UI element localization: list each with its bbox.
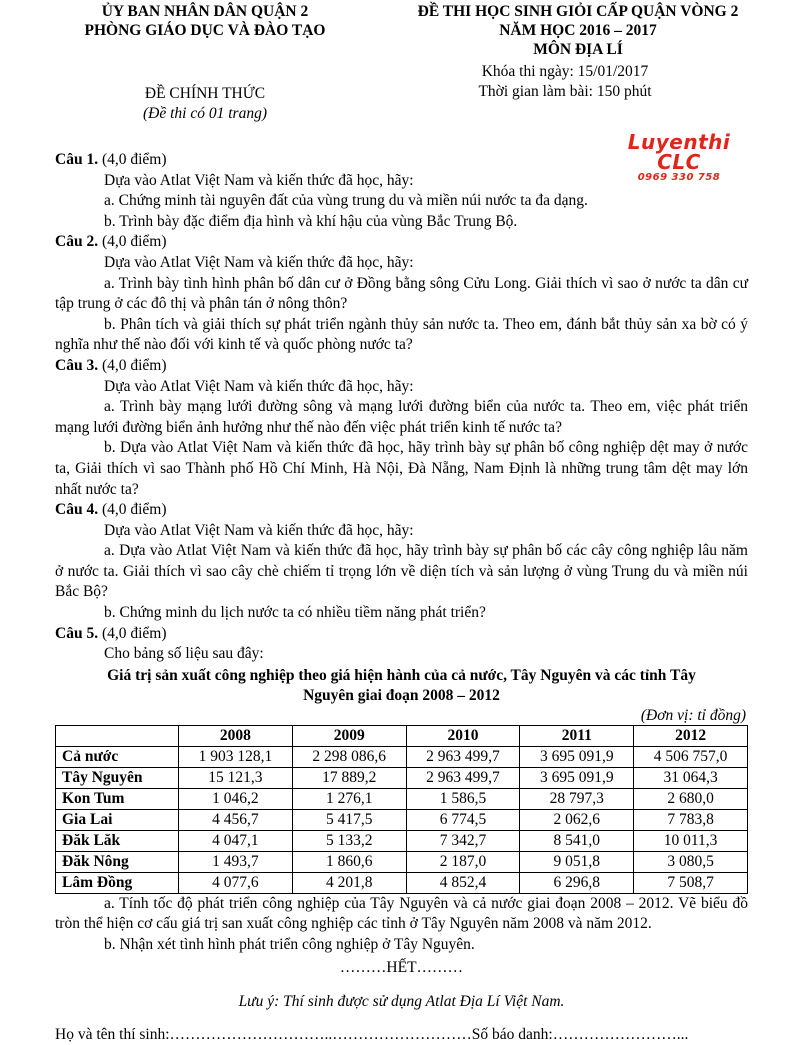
table-cell: 4 047,1 xyxy=(179,830,293,851)
row-label: Đăk Nông xyxy=(56,851,179,872)
table-cell: 2 187,0 xyxy=(406,851,520,872)
header-left xyxy=(40,2,370,40)
end-mark: ………HẾT……… xyxy=(339,958,464,976)
table-cell: 17 889,2 xyxy=(292,767,406,788)
question-line: a. Dựa vào Atlat Việt Nam và kiến thức đã học, hãy trình bày sự phân bố các cây công nghiệp lâu năm ở nước ta. Giải thích vì sao cây chè chiếm tỉ trọng lớn về diện tích và sản lượng ở vùng Trung du và miền núi Bắc Bộ? xyxy=(55,542,748,601)
question-line: Dựa vào Atlat Việt Nam và kiến thức đã học, hãy: xyxy=(104,253,414,271)
question-points: (4,0 điểm) xyxy=(98,356,167,374)
table-cell: 6 774,5 xyxy=(406,809,520,830)
question-2 xyxy=(55,232,748,356)
table-row xyxy=(56,830,748,851)
question-line: b. Chứng minh du lịch nước ta có nhiều tiềm năng phát triển? xyxy=(104,604,486,622)
task-a: a. Tính tốc độ phát triển công nghiệp của Tây Nguyên và cả nước giai đoạn 2008 – 2012. Vẽ biểu đồ tròn thể hiện cơ cấu giá trị san xuất công nghiệp các tỉnh ở Tây Nguyên năm 2008 và năm 2012. xyxy=(55,894,748,933)
table-cell: 15 121,3 xyxy=(179,767,293,788)
exam-info xyxy=(440,62,690,102)
question-label: Câu 2. xyxy=(55,233,99,251)
watermark-phone: 0969 330 758 xyxy=(637,172,721,183)
question-line: a. Trình bày mạng lưới đường sông và mạng lưới đường biển của nước ta. Theo em, việc phát triển mạng lưới đường biển ảnh hưởng như thế nào đến việc phát triển kinh tế nước ta? xyxy=(55,398,748,436)
table-cell: 3 080,5 xyxy=(634,851,748,872)
table-header-cell: 2009 xyxy=(292,725,406,746)
question-label: Câu 4. xyxy=(55,501,99,519)
table-header-cell: 2012 xyxy=(634,725,748,746)
table-cell: 4 201,8 xyxy=(292,872,406,893)
table-cell: 4 506 757,0 xyxy=(634,746,748,767)
question-line: Cho bảng số liệu sau đây: xyxy=(104,645,264,663)
question-points: (4,0 điểm) xyxy=(98,151,167,168)
table-cell: 4 077,6 xyxy=(179,872,293,893)
header-right xyxy=(378,2,778,59)
table-header-row xyxy=(56,725,748,746)
table-header-cell xyxy=(56,725,179,746)
question-line: b. Dựa vào Atlat Việt Nam và kiến thức đã học, hãy trình bày sự phân bố công nghiệp dệt may ở nước ta, Giải thích vì sao Thành phố Hồ Chí Minh, Hà Nội, Đà Nẵng, Nam Định là những trung tâm dệt may lớn nhất nước ta? xyxy=(55,439,748,498)
exam-body xyxy=(55,150,748,1045)
question-label: Câu 3. xyxy=(55,356,99,374)
table-cell: 7 342,7 xyxy=(406,830,520,851)
department-name: PHÒNG GIÁO DỤC VÀ ĐÀO TẠO xyxy=(84,22,326,39)
question-points: (4,0 điểm) xyxy=(98,501,167,519)
question-line: b. Trình bày đặc điểm địa hình và khí hậu của vùng Bắc Trung Bộ. xyxy=(104,212,518,230)
row-label: Gia Lai xyxy=(56,809,179,830)
question-line: a. Trình bày tình hình phân bố dân cư ở Đồng bằng sông Cửu Long. Giải thích vì sao ở nước ta dân cư tập trung ở các đô thị và phân tán ở nông thôn? xyxy=(55,274,748,313)
table-cell: 4 852,4 xyxy=(406,872,520,893)
question-line: Dựa vào Atlat Việt Nam và kiến thức đã học, hãy: xyxy=(104,171,414,189)
table-cell: 1 860,6 xyxy=(292,851,406,872)
row-label: Đăk Lăk xyxy=(56,830,179,851)
row-label: Tây Nguyên xyxy=(56,767,179,788)
table-cell: 5 133,2 xyxy=(292,830,406,851)
row-label: Lâm Đồng xyxy=(56,872,179,893)
row-label: Cả nước xyxy=(56,746,179,767)
footnote: Lưu ý: Thí sinh được sử dụng Atlat Địa Lí Việt Nam. xyxy=(238,993,565,1011)
subject: MÔN ĐỊA LÍ xyxy=(533,41,623,58)
table-cell: 1 276,1 xyxy=(292,788,406,809)
watermark-brand: Luyenthi CLC xyxy=(627,130,731,174)
table-cell: 3 695 091,9 xyxy=(520,767,634,788)
table-cell: 1 046,2 xyxy=(179,788,293,809)
question-label: Câu 1. xyxy=(55,151,99,168)
exam-title: ĐỀ THI HỌC SINH GIỎI CẤP QUẬN VÒNG 2 xyxy=(417,3,739,20)
page-count-note: (Đề thi có 01 trang) xyxy=(143,105,267,122)
table-cell: 7 508,7 xyxy=(634,872,748,893)
data-table xyxy=(55,725,748,894)
table-cell: 31 064,3 xyxy=(634,767,748,788)
table-cell: 2 963 499,7 xyxy=(406,746,520,767)
table-row xyxy=(56,746,748,767)
table-cell: 4 456,7 xyxy=(179,809,293,830)
table-row xyxy=(56,788,748,809)
table-header-cell: 2008 xyxy=(179,725,293,746)
table-title: Giá trị sản xuất công nghiệp theo giá hiện hành của cả nước, Tây Nguyên và các tỉnh Tây Nguyên giai đoạn 2008 – 2012 xyxy=(107,666,696,704)
question-line: b. Phân tích và giải thích sự phát triển ngành thủy sản nước ta. Theo em, đánh bắt thủy sản xa bờ có ý nghĩa như thế nào đối với kinh tế và quốc phòng nước ta? xyxy=(55,315,748,354)
row-label: Kon Tum xyxy=(56,788,179,809)
exam-date: Khóa thi ngày: 15/01/2017 xyxy=(481,63,649,80)
question-label: Câu 5. xyxy=(55,624,99,642)
table-row xyxy=(56,872,748,893)
table-cell: 2 062,6 xyxy=(520,809,634,830)
table-cell: 2 298 086,6 xyxy=(292,746,406,767)
table-cell: 6 296,8 xyxy=(520,872,634,893)
table-cell: 7 783,8 xyxy=(634,809,748,830)
table-cell: 1 586,5 xyxy=(406,788,520,809)
table-row xyxy=(56,767,748,788)
committee-name: ỦY BAN NHÂN DÂN QUẬN 2 xyxy=(101,3,309,20)
table-cell: 10 011,3 xyxy=(634,830,748,851)
question-line: Dựa vào Atlat Việt Nam và kiến thức đã học, hãy: xyxy=(104,377,414,395)
question-points: (4,0 điểm) xyxy=(98,624,167,642)
question-4 xyxy=(55,500,748,624)
table-unit: (Đơn vị: tỉ đồng) xyxy=(640,706,746,724)
table-cell: 5 417,5 xyxy=(292,809,406,830)
question-line: Dựa vào Atlat Việt Nam và kiến thức đã học, hãy: xyxy=(104,521,414,539)
exam-duration: Thời gian làm bài: 150 phút xyxy=(478,83,652,100)
table-cell: 28 797,3 xyxy=(520,788,634,809)
question-3 xyxy=(55,356,748,500)
table-cell: 2 963 499,7 xyxy=(406,767,520,788)
question-1 xyxy=(55,150,748,232)
table-cell: 8 541,0 xyxy=(520,830,634,851)
question-points: (4,0 điểm) xyxy=(98,233,167,251)
table-header-cell: 2010 xyxy=(406,725,520,746)
table-cell: 1 493,7 xyxy=(179,851,293,872)
official-block xyxy=(60,84,350,124)
question-5 xyxy=(55,624,748,956)
table-cell: 2 680,0 xyxy=(634,788,748,809)
table-cell: 9 051,8 xyxy=(520,851,634,872)
task-b: b. Nhận xét tình hình phát triển công nghiệp ở Tây Nguyên. xyxy=(104,936,475,954)
official-title: ĐỀ CHÍNH THỨC xyxy=(144,85,266,102)
question-line: a. Chứng minh tài nguyên đất của vùng trung du và miền núi nước ta đa dạng. xyxy=(104,192,588,210)
table-cell: 1 903 128,1 xyxy=(179,746,293,767)
table-row xyxy=(56,809,748,830)
candidate-info-line: Họ và tên thí sinh:…………………………..………………………Số báo danh:……………………... xyxy=(55,1025,689,1043)
table-header-cell: 2011 xyxy=(520,725,634,746)
table-row xyxy=(56,851,748,872)
school-year: NĂM HỌC 2016 – 2017 xyxy=(499,22,657,39)
table-cell: 3 695 091,9 xyxy=(520,746,634,767)
